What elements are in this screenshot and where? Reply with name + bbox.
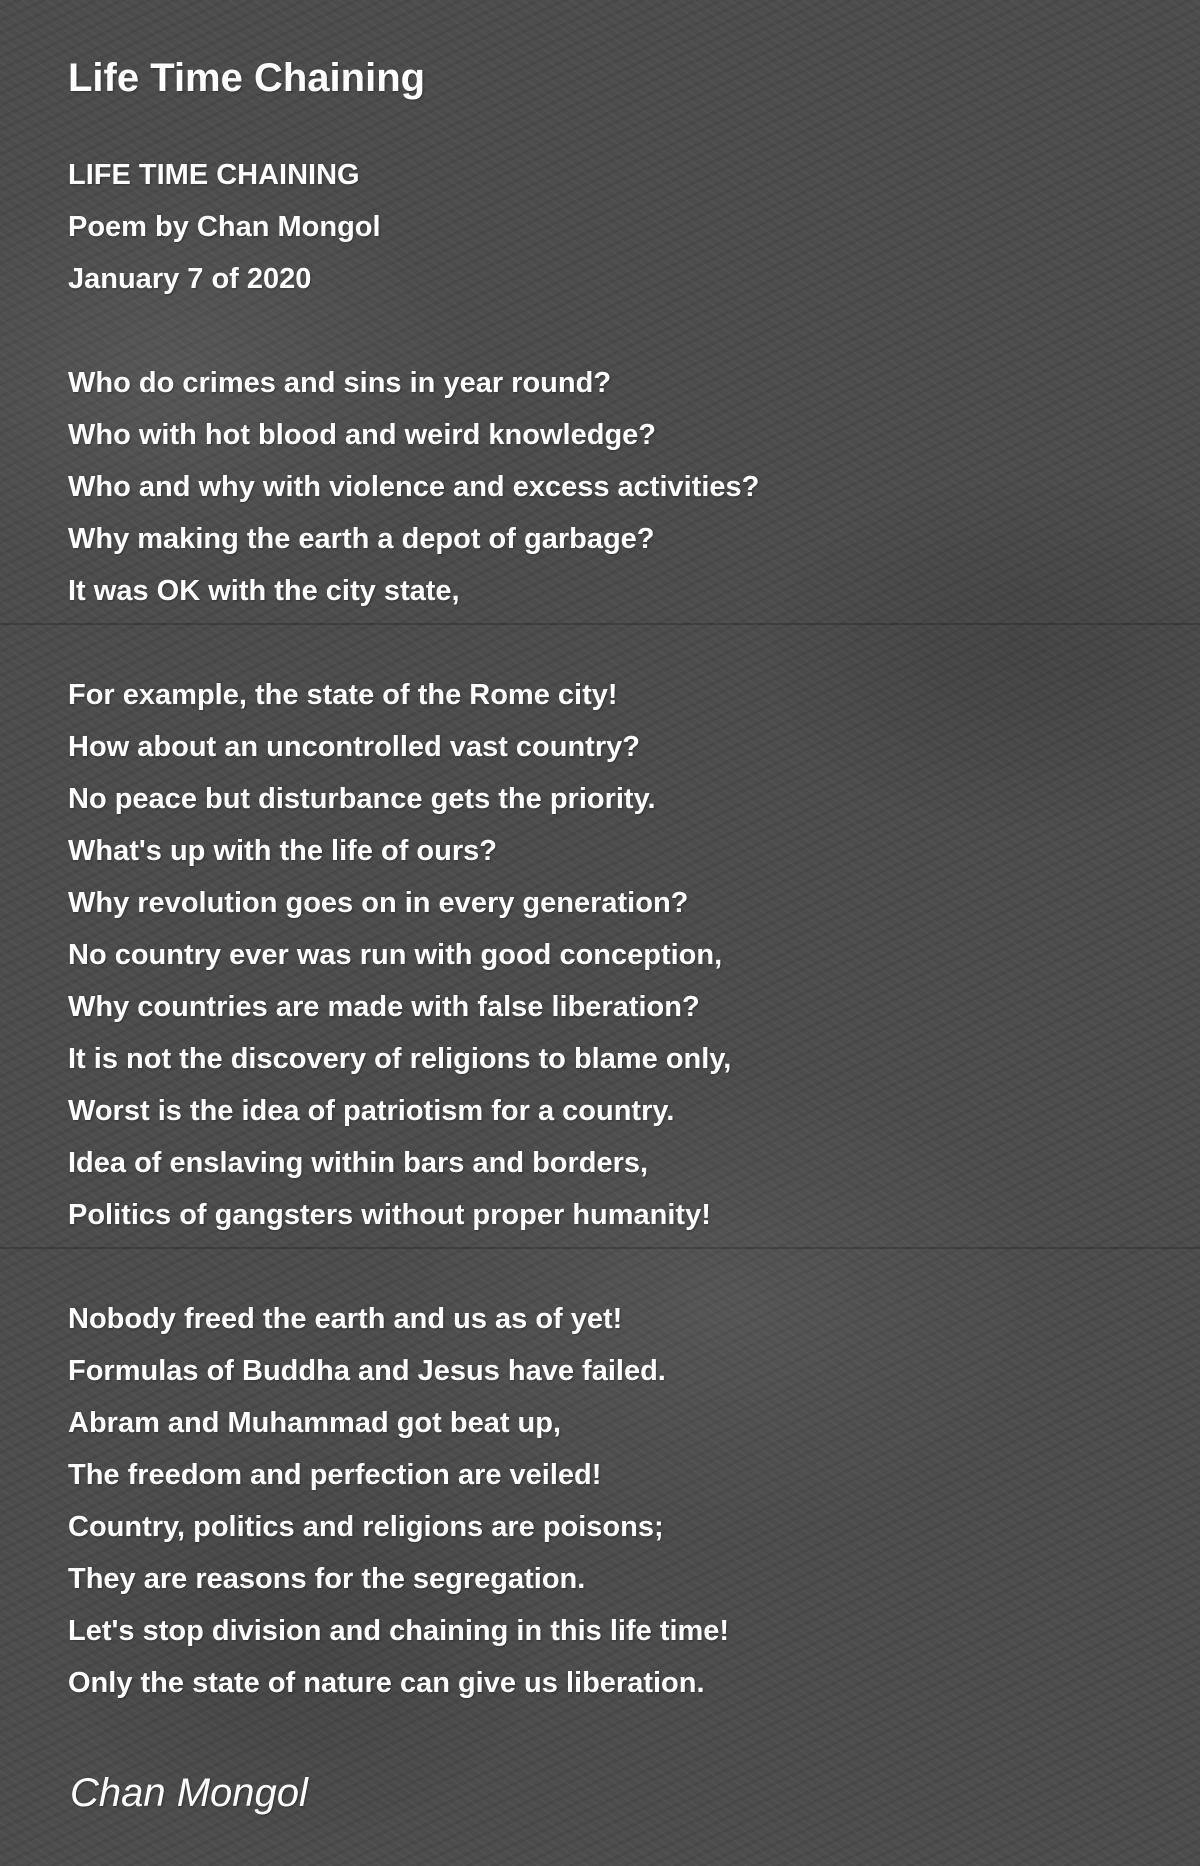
poem-line: The freedom and perfection are veiled! bbox=[68, 1459, 602, 1491]
poem-line: It was OK with the city state, bbox=[68, 575, 460, 607]
poem-line: Why revolution goes on in every generation? bbox=[68, 887, 689, 919]
poem-line: Who and why with violence and excess activities? bbox=[68, 471, 760, 503]
background-band-divider bbox=[0, 623, 1200, 625]
poem-line: What's up with the life of ours? bbox=[68, 835, 497, 867]
poem-line: Formulas of Buddha and Jesus have failed. bbox=[68, 1355, 666, 1387]
poem-line: Abram and Muhammad got beat up, bbox=[68, 1407, 562, 1439]
poem-line: No country ever was run with good conception, bbox=[68, 939, 723, 971]
poem-date: January 7 of 2020 bbox=[68, 263, 312, 295]
poem-line: Why countries are made with false liberation? bbox=[68, 991, 700, 1023]
poem-line: Let's stop division and chaining in this life time! bbox=[68, 1615, 730, 1647]
poem-title: Life Time Chaining bbox=[68, 56, 426, 100]
poem-line: Worst is the idea of patriotism for a country. bbox=[68, 1095, 675, 1127]
poem-line: Idea of enslaving within bars and borders, bbox=[68, 1147, 649, 1179]
poem-line: Only the state of nature can give us liberation. bbox=[68, 1667, 705, 1699]
background-band-divider bbox=[0, 1247, 1200, 1249]
poem-line: They are reasons for the segregation. bbox=[68, 1563, 586, 1595]
poem-line: Politics of gangsters without proper humanity! bbox=[68, 1199, 711, 1231]
poem-line: Country, politics and religions are poisons; bbox=[68, 1511, 664, 1543]
poem-line: No peace but disturbance gets the priority. bbox=[68, 783, 656, 815]
poem-line: Who do crimes and sins in year round? bbox=[68, 367, 612, 399]
poem-line: How about an uncontrolled vast country? bbox=[68, 731, 640, 763]
poem-line: Who with hot blood and weird knowledge? bbox=[68, 419, 657, 451]
poem-line: Nobody freed the earth and us as of yet! bbox=[68, 1303, 623, 1335]
poem-line: It is not the discovery of religions to blame only, bbox=[68, 1043, 732, 1075]
poem-heading: LIFE TIME CHAINING bbox=[68, 159, 360, 191]
poem-line: For example, the state of the Rome city! bbox=[68, 679, 618, 711]
author-signature: Chan Mongol bbox=[70, 1771, 308, 1815]
poem-byline: Poem by Chan Mongol bbox=[68, 211, 381, 243]
poem-line: Why making the earth a depot of garbage? bbox=[68, 523, 655, 555]
